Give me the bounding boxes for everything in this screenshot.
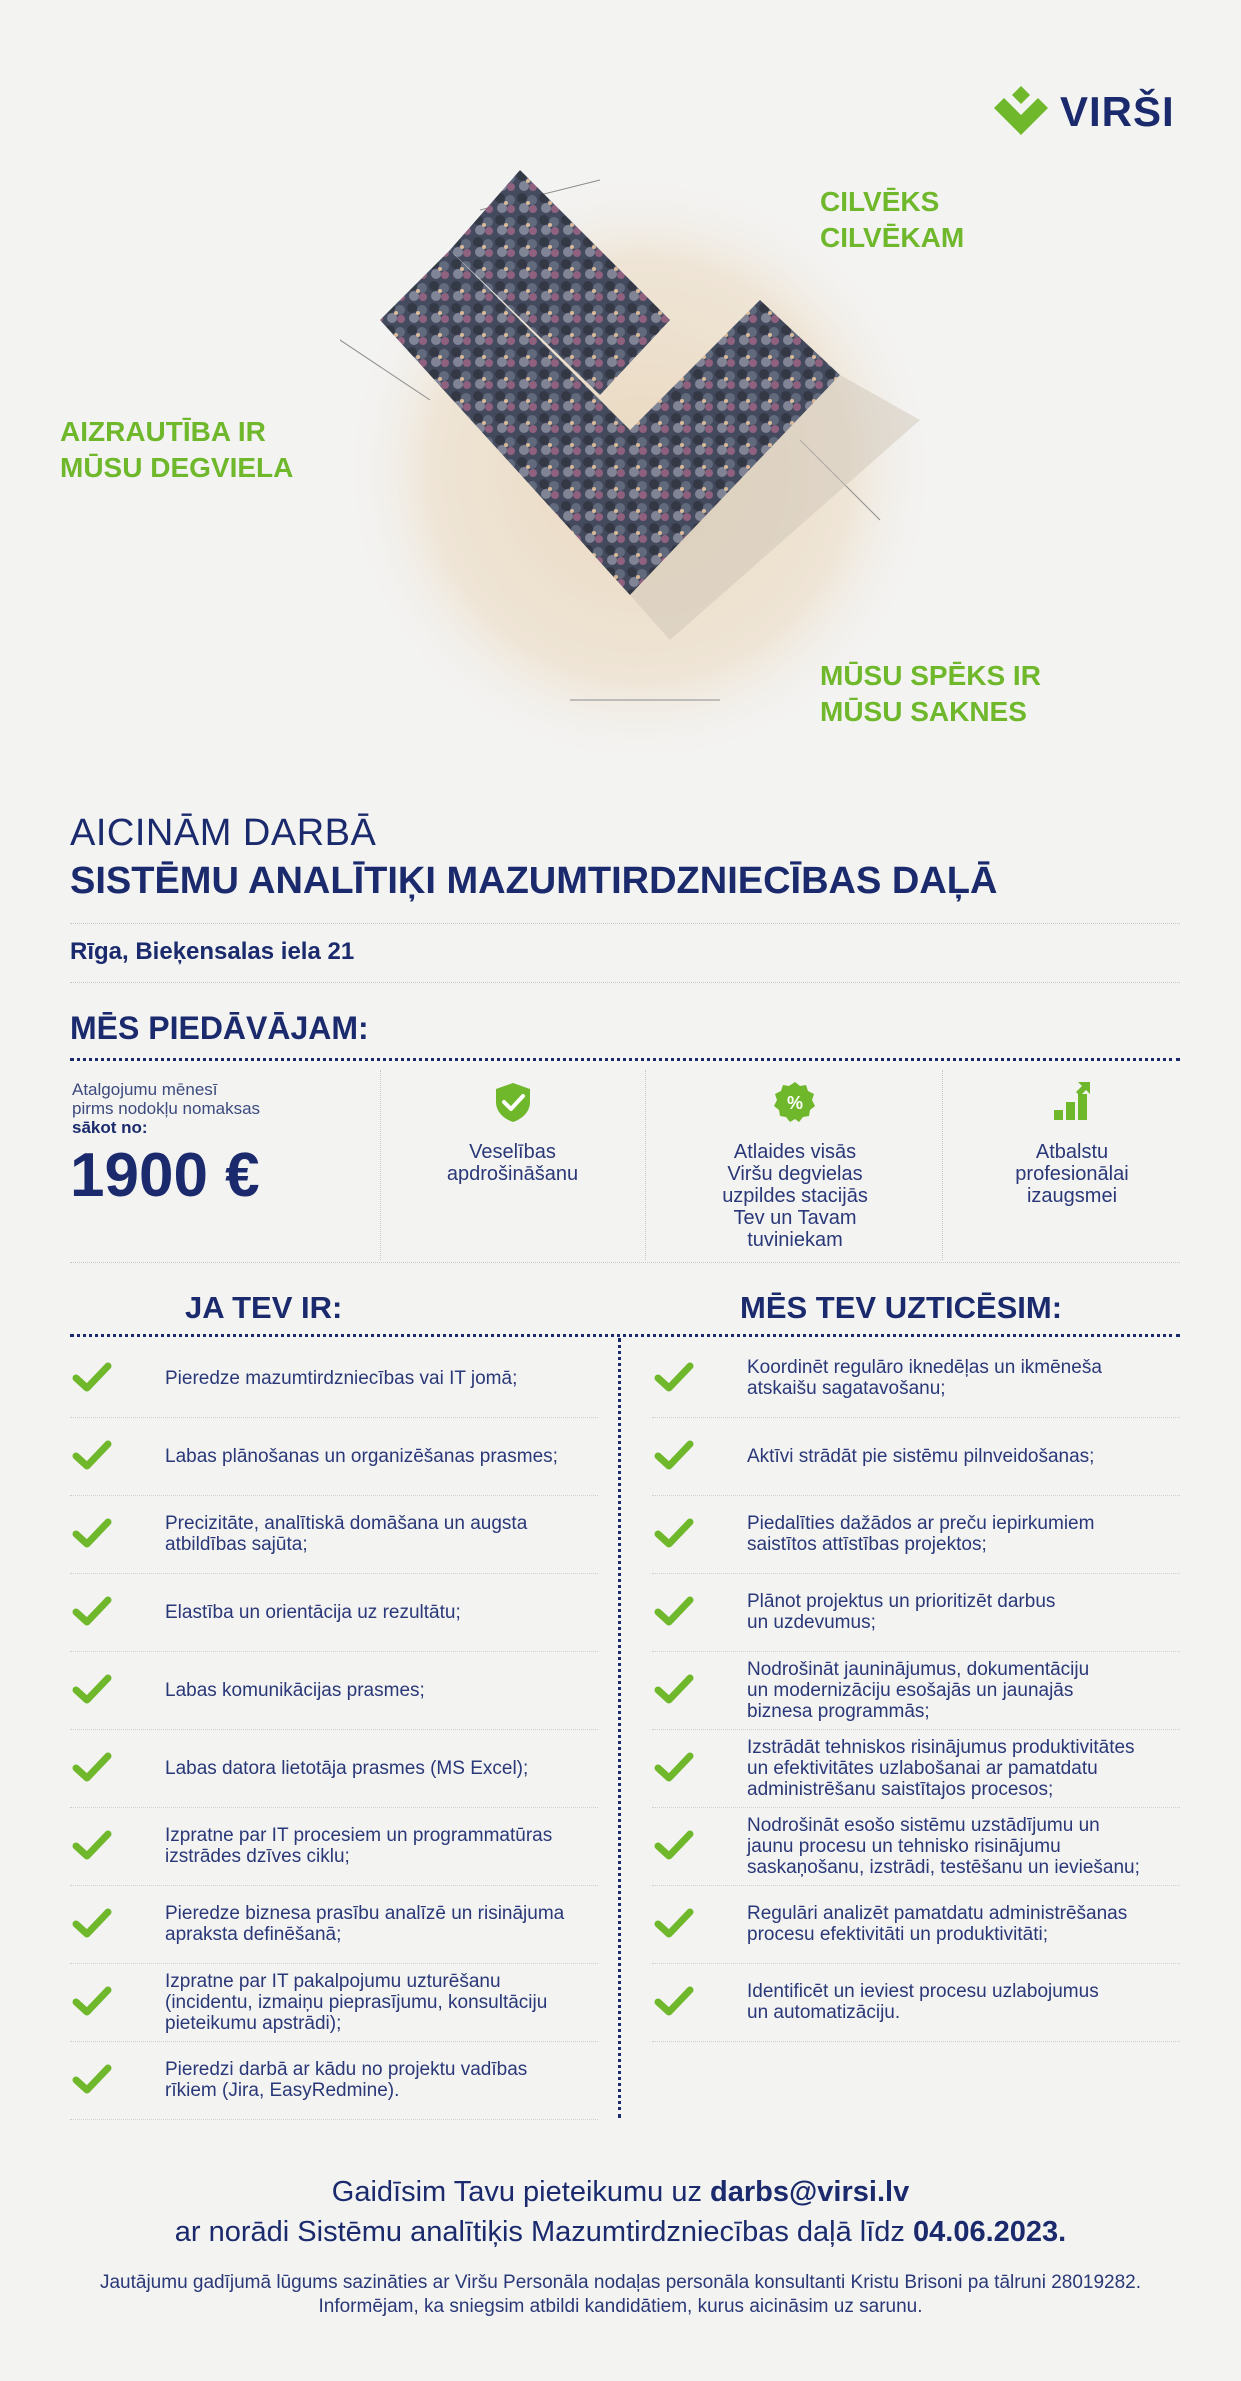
benefit-text: apdrošināšanu (446, 1163, 579, 1185)
apply-text: Gaidīsim Tavu pieteikumu uz (331, 2176, 711, 2208)
benefit-text: Atlaides visās (733, 1141, 857, 1163)
list-item-text (747, 1651, 1175, 1729)
divider (70, 982, 1180, 983)
list-item (70, 2041, 598, 2120)
list-item-line: Izstrādāt tehniskos risinājumus produktivitātes (747, 1736, 1135, 1758)
list-item-line: Nodrošināt jauninājumus, dokumentāciju (747, 1658, 1090, 1680)
tagline-passion (60, 414, 293, 486)
list-item (70, 1885, 598, 1964)
tagline-line: CILVĒKS (820, 186, 940, 217)
apply-line-2 (0, 2216, 1241, 2249)
list-item-line: administrēšanu saistītajos procesos; (747, 1778, 1054, 1800)
list-item-line: Regulāri analizēt pamatdatu administrēšanas (747, 1903, 1128, 1924)
list-item-line: Izpratne par IT procesiem un programmatūras (165, 1825, 553, 1846)
checkmark-icon (72, 1517, 112, 1549)
list-item-line: Precizitāte, analītiskā domāšana un augsta (165, 1513, 528, 1534)
list-item-line: rīkiem (Jira, EasyRedmine). (165, 2080, 400, 2101)
shield-check-icon (491, 1080, 535, 1124)
list-item-text (747, 1963, 1175, 2041)
list-item-line: pieteikumu apstrādi); (165, 2012, 342, 2034)
checkmark-icon (654, 1907, 694, 1939)
benefit-health-insurance (390, 1080, 635, 1185)
list-item-text (165, 2041, 593, 2119)
virsi-logo (990, 78, 1190, 148)
list-item-line: Pieredze biznesa prasību analīzē un risinājuma (165, 1903, 565, 1924)
checkmark-icon (72, 1595, 112, 1627)
divider (70, 1262, 1180, 1263)
list-item-line: Labas komunikācijas prasmes; (165, 1679, 425, 1701)
diamond-check-icon (990, 82, 1052, 144)
apply-email-link[interactable]: darbs@virsi.lv (710, 2176, 910, 2208)
list-item-line: biznesa programmās; (747, 1700, 930, 1722)
benefit-professional-growth (952, 1080, 1192, 1207)
salary-label-line: Atalgojumu mēnesī (72, 1080, 218, 1099)
position-title: SISTĒMU ANALĪTIĶI MAZUMTIRDZNIECĪBAS DAĻĀ (70, 860, 998, 902)
list-item-text (165, 1963, 593, 2041)
divider (380, 1070, 381, 1260)
percent-badge-icon (773, 1080, 817, 1124)
list-item-line: Pieredzi darbā ar kādu no projektu vadības (165, 2059, 528, 2080)
apply-deadline: 04.06.2023. (913, 2216, 1067, 2248)
list-item-text (747, 1885, 1175, 1963)
checkmark-icon (72, 1985, 112, 2017)
growth-chart-icon (1050, 1080, 1094, 1124)
list-item-line: Piedalīties dažādos ar preču iepirkumiem (747, 1513, 1095, 1534)
list-item-line: Labas plānošanas un organizēšanas prasmes; (165, 1445, 558, 1467)
list-item (652, 1651, 1180, 1730)
list-item-text (165, 1885, 593, 1963)
salary-label-line: pirms nodokļu nomaksas (72, 1099, 261, 1118)
column-divider (618, 1338, 621, 2118)
list-item (70, 1573, 598, 1652)
list-item (70, 1339, 598, 1418)
list-item-line: atbildības sajūta; (165, 1534, 308, 1555)
salary-label-line: sākot no: (72, 1118, 148, 1137)
list-item-line: Izpratne par IT pakalpojumu uzturēšanu (165, 1970, 501, 1992)
list-item-line: Plānot projektus un prioritizēt darbus (747, 1591, 1056, 1612)
salary-value: 1900 € (70, 1141, 260, 1210)
list-item-text (165, 1417, 593, 1495)
divider (70, 923, 1180, 924)
list-item-text (165, 1339, 593, 1417)
benefit-text: Viršu degvielas (727, 1163, 863, 1185)
list-item-line: atskaišu sagatavošanu; (747, 1378, 946, 1399)
list-item-text (747, 1729, 1175, 1807)
tagline-line: MŪSU DEGVIELA (60, 452, 294, 483)
list-item-text (165, 1573, 593, 1651)
list-item (652, 1495, 1180, 1574)
benefit-text: tuviniekam (747, 1229, 843, 1251)
checkmark-icon (654, 1361, 694, 1393)
list-item-line: saistītos attīstības projektos; (747, 1534, 987, 1555)
benefit-fuel-discount (655, 1080, 935, 1251)
benefit-text: Tev un Tavam (733, 1207, 857, 1229)
list-item-text (165, 1651, 593, 1729)
list-item-text (165, 1807, 593, 1885)
list-item-line: un automatizāciju. (747, 2002, 901, 2023)
apply-text: ar norādi Sistēmu analītiķis Mazumtirdzniecības daļā līdz (174, 2216, 913, 2248)
checkmark-icon (72, 2063, 112, 2095)
list-item-line: procesu efektivitāti un produktivitāti; (747, 1924, 1048, 1945)
checkmark-icon (72, 1361, 112, 1393)
tagline-line: AIZRAUTĪBA IR (60, 416, 266, 447)
checkmark-icon (72, 1907, 112, 1939)
job-address: Rīga, Bieķensalas iela 21 (70, 938, 355, 965)
list-item (652, 1807, 1180, 1886)
list-item-line: Identificēt un ieviest procesu uzlabojumus (747, 1981, 1099, 2002)
list-item-line: izstrādes dzīves ciklu; (165, 1846, 350, 1867)
list-item-line: un modernizāciju esošajās un jaunajās (747, 1679, 1074, 1701)
svg-text:%: % (786, 1093, 804, 1113)
checkmark-icon (72, 1751, 112, 1783)
checkmark-icon (654, 1439, 694, 1471)
list-item-text (747, 1495, 1175, 1573)
checkmark-icon (654, 1985, 694, 2017)
list-item (652, 1963, 1180, 2042)
list-item (70, 1963, 598, 2042)
benefit-text: uzpildes stacijās (722, 1185, 868, 1207)
tagline-strength (820, 658, 1041, 730)
list-item-line: (incidentu, izmaiņu pieprasījumu, konsultāciju (165, 1991, 548, 2013)
tagline-line: MŪSU SAKNES (820, 696, 1027, 727)
list-item-text (165, 1495, 593, 1573)
tagline-people (820, 184, 964, 256)
list-item (652, 1573, 1180, 1652)
apply-line-1 (0, 2176, 1241, 2209)
list-item-line: Koordinēt regulāro iknedēļas un ikmēneša (747, 1357, 1102, 1378)
list-item-line: Labas datora lietotāja prasmes (MS Excel); (165, 1757, 529, 1779)
divider-bold (70, 1058, 1180, 1061)
list-item-text (747, 1807, 1175, 1885)
list-item-text (747, 1573, 1175, 1651)
list-item (70, 1651, 598, 1730)
benefit-text: Atbalstu (1035, 1141, 1109, 1163)
list-item-line: apraksta definēšanā; (165, 1924, 342, 1945)
checkmark-icon (72, 1829, 112, 1861)
list-item-line: saskaņošanu, izstrādi, testēšanu un ieviešanu; (747, 1856, 1140, 1878)
list-item (652, 1339, 1180, 1418)
divider (645, 1070, 646, 1260)
list-item (70, 1417, 598, 1496)
checkmark-icon (72, 1673, 112, 1705)
checkmark-icon (654, 1517, 694, 1549)
list-item (652, 1417, 1180, 1496)
benefit-text: izaugsmei (1026, 1185, 1118, 1207)
requirements-heading: JA TEV IR: (185, 1290, 343, 1325)
list-item-line: Nodrošināt esošo sistēmu uzstādījumu un (747, 1814, 1100, 1836)
checkmark-icon (654, 1595, 694, 1627)
list-item-line: Elastība un orientācija uz rezultātu; (165, 1601, 461, 1623)
tagline-line: MŪSU SPĒKS IR (820, 660, 1041, 691)
checkmark-icon (654, 1673, 694, 1705)
offer-heading: MĒS PIEDĀVĀJAM: (70, 1010, 369, 1046)
contact-info: Jautājumu gadījumā lūgums sazināties ar Viršu Personāla nodaļas personāla konsultanti Kristu Brisoni pa tālruni 28019282. (99, 2272, 1142, 2293)
contact-note: Informējam, ka sniegsim atbildi kandidātiem, kurus aicināsim uz sarunu. (318, 2296, 923, 2317)
list-item (652, 1885, 1180, 1964)
benefit-text: profesionālai (1015, 1163, 1129, 1185)
list-item-text (747, 1339, 1175, 1417)
checkmark-icon (654, 1829, 694, 1861)
checkmark-icon (654, 1751, 694, 1783)
list-item-line: Pieredze mazumtirdzniecības vai IT jomā; (165, 1367, 518, 1389)
list-item (70, 1495, 598, 1574)
list-item-line: jaunu procesu un tehnisko risinājumu (747, 1835, 1061, 1857)
checkmark-icon (72, 1439, 112, 1471)
benefit-text: Veselības (469, 1141, 556, 1163)
invite-heading: AICINĀM DARBĀ (70, 812, 377, 854)
list-item-line: Aktīvi strādāt pie sistēmu pilnveidošanas; (747, 1445, 1095, 1467)
tagline-line: CILVĒKAM (820, 222, 965, 253)
duties-heading: MĒS TEV UZTICĒSIM: (740, 1290, 1063, 1325)
list-item (70, 1807, 598, 1886)
salary-label (72, 1080, 332, 1137)
list-item-line: un uzdevumus; (747, 1612, 876, 1633)
divider-bold (70, 1334, 1180, 1337)
list-item-text (165, 1729, 593, 1807)
logo-wordmark: VIRŠI (1060, 88, 1175, 135)
list-item (652, 1729, 1180, 1808)
list-item-line: un efektivitātes uzlabošanai ar pamatdatu (747, 1757, 1098, 1779)
list-item (70, 1729, 598, 1808)
divider (942, 1070, 943, 1260)
list-item-text (747, 1417, 1175, 1495)
